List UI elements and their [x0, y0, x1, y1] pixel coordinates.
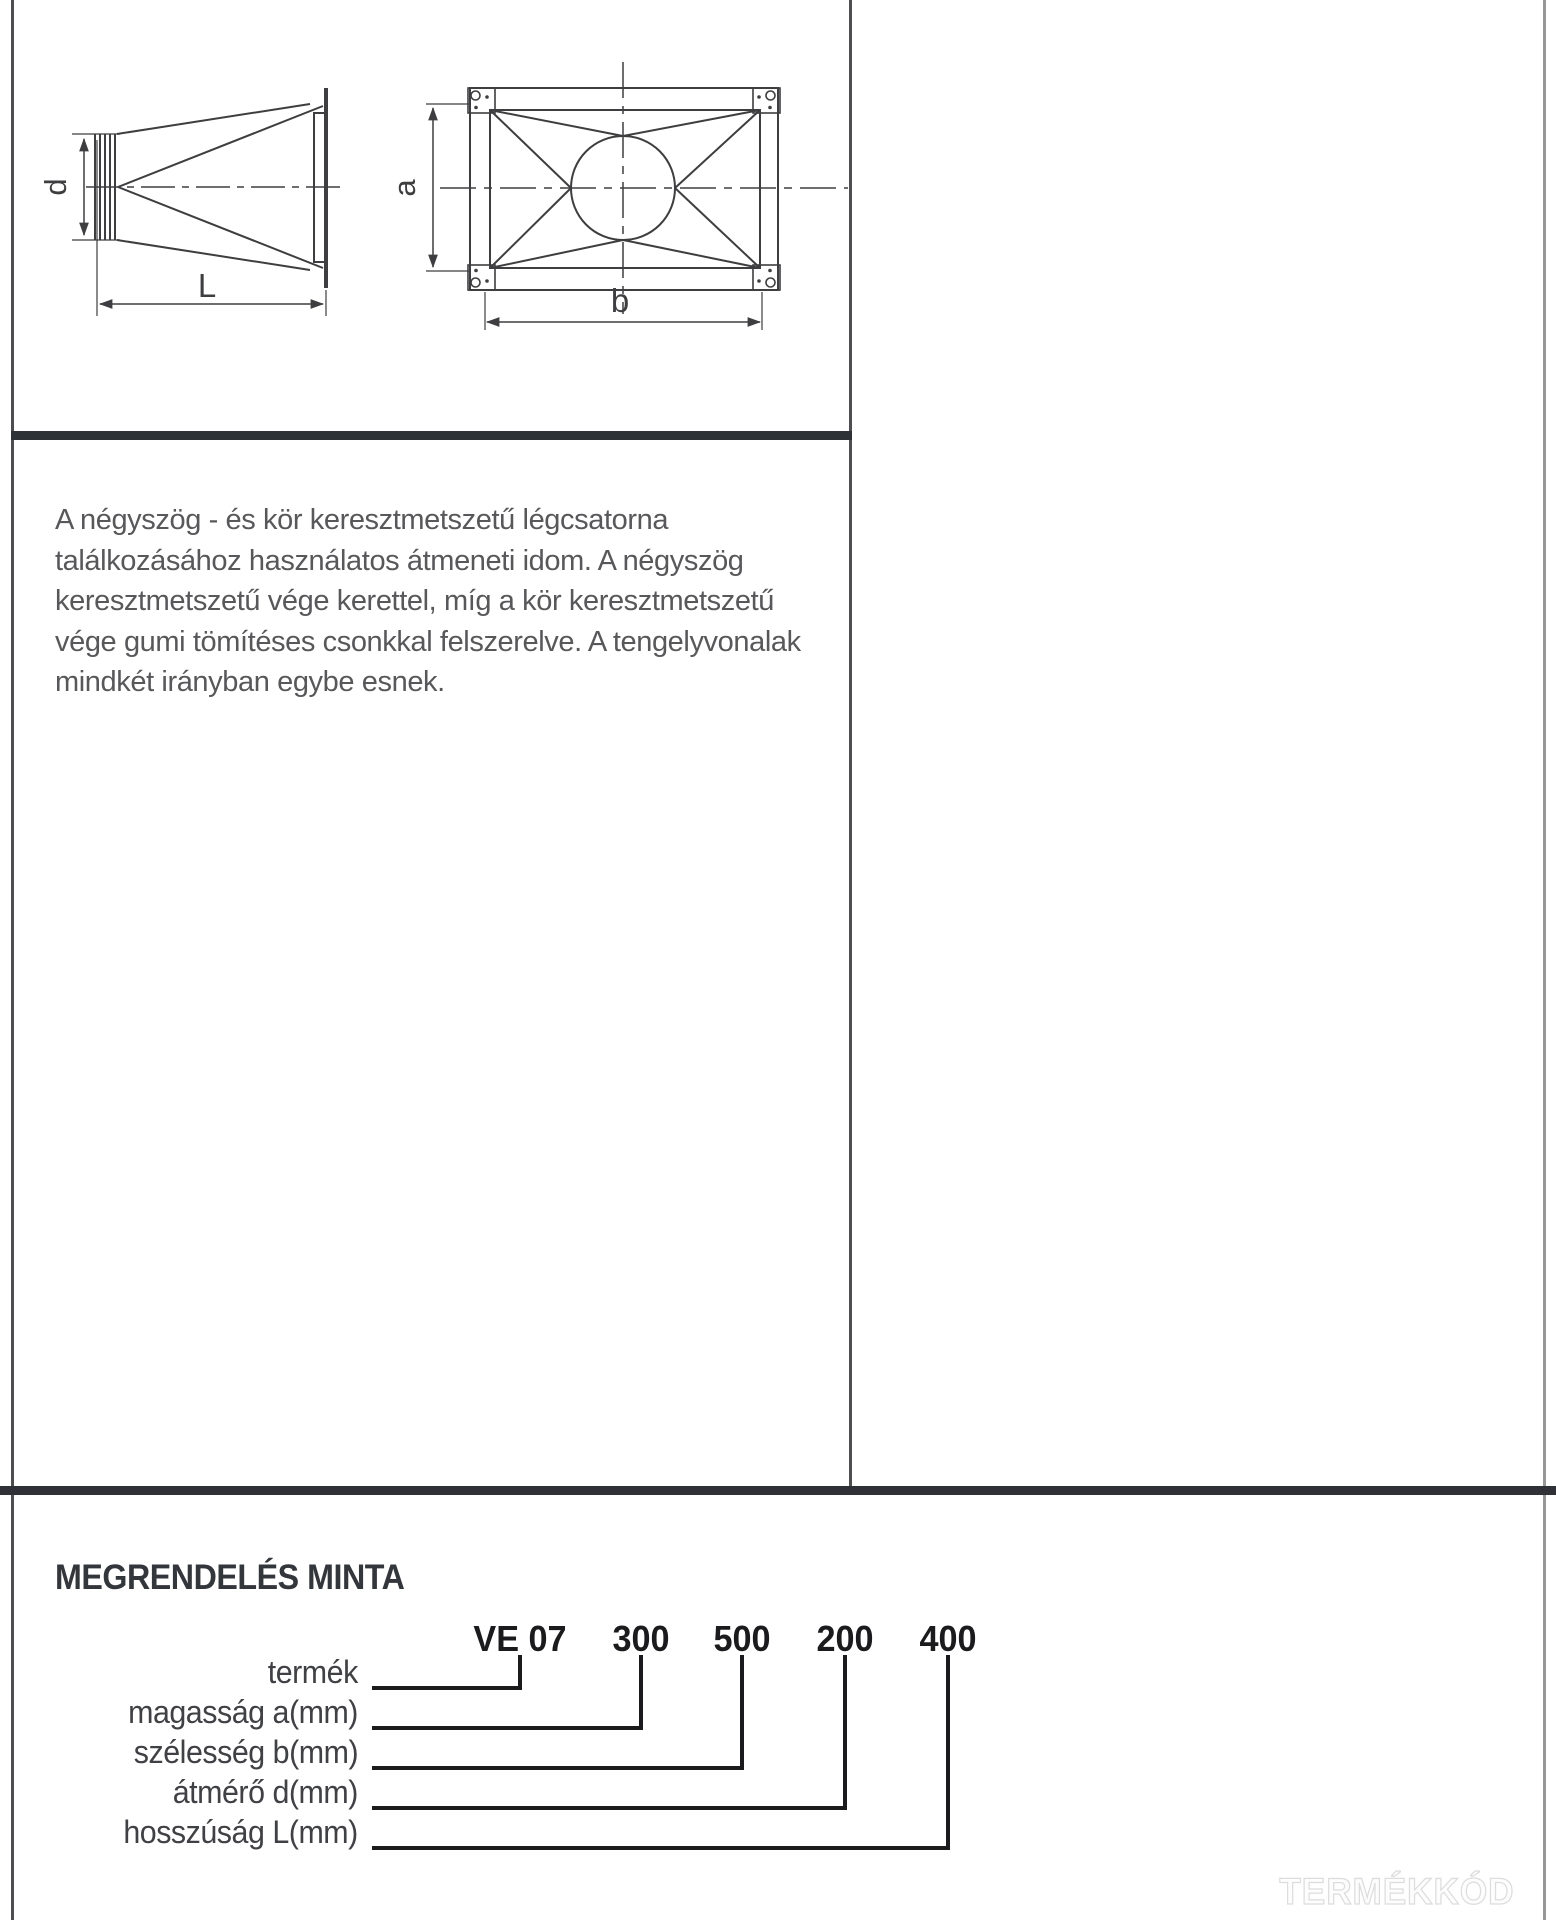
section-divider-drawing [11, 431, 852, 440]
dim-label-a: a [387, 179, 422, 197]
order-code-part-diameter: 200 [816, 1618, 874, 1659]
legend-label-hosszusag: hosszúság L(mm) [123, 1814, 358, 1850]
watermark-termekkod: TERMÉKKÓD [1278, 1871, 1514, 1912]
connector-line-magassag [372, 1655, 641, 1728]
connector-line-hosszusag [372, 1655, 948, 1848]
order-code-part-width: 500 [713, 1618, 771, 1659]
side-view [38, 88, 344, 316]
corner-brackets [468, 88, 780, 290]
technical-drawing [0, 0, 851, 370]
product-description: A négyszög - és kör keresztmetszetű légcsatorna találkozásához használatos átmeneti idom. A négyszög keresztmetszetű vége kerettel, míg a kör keresztmetszetű vége gumi tömítéses csonkkal felszerelve. A tengelyvonalak mindkét irányban egybe esnek. [55, 504, 801, 698]
connector-line-atmero [372, 1655, 845, 1808]
dim-label-L: L [197, 267, 217, 304]
order-sample-heading: MEGRENDELÉS MINTA [55, 1558, 405, 1598]
legend-label-szelesseg: szélesség b(mm) [133, 1734, 358, 1770]
dim-label-b: b [610, 282, 630, 319]
front-view [387, 62, 848, 330]
section-divider-order [0, 1486, 1556, 1495]
fold-lines [490, 110, 760, 268]
order-code-part-height: 300 [612, 1618, 670, 1659]
dim-label-d: d [38, 178, 73, 196]
legend-label-termek: termék [267, 1654, 358, 1690]
frame-inner [490, 110, 760, 268]
order-code-part-length: 400 [919, 1618, 977, 1659]
page-border-right [1543, 0, 1546, 1920]
frame-outer [470, 88, 778, 290]
legend-label-atmero: átmérő d(mm) [172, 1774, 358, 1810]
order-code-part-product: VE 07 [473, 1618, 567, 1659]
legend-label-magassag: magasság a(mm) [128, 1694, 358, 1730]
connector-line-szelesseg [372, 1655, 742, 1768]
